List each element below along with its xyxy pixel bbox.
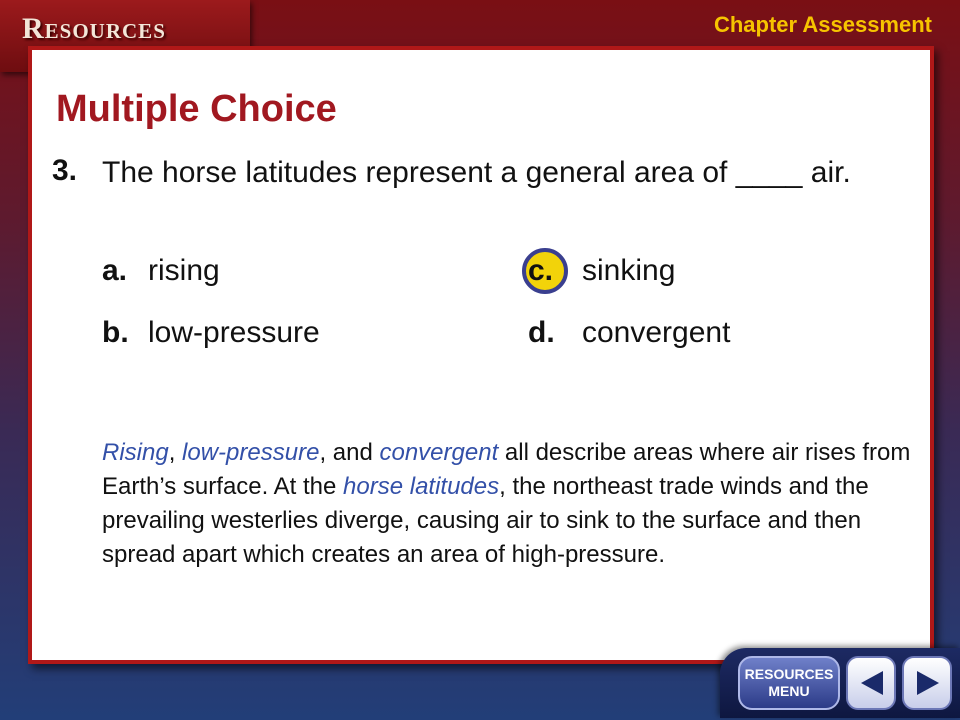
question-number: 3. (52, 154, 78, 187)
chapter-assessment-label: Chapter Assessment (713, 12, 932, 37)
left-triangle-icon (859, 669, 885, 697)
explanation-text: all describe areas where air rises from Earth’s surface. At the (102, 439, 911, 500)
option-d-letter[interactable]: d. (528, 316, 555, 349)
question-text: The horse latitudes represent a general area of ____ air. (102, 156, 851, 189)
term-low-pressure: low-pressure (182, 439, 320, 466)
explanation-text: , (168, 439, 183, 466)
option-b-letter[interactable]: b. (102, 316, 129, 349)
term-convergent: convergent (379, 439, 499, 466)
term-rising: Rising (102, 439, 169, 466)
menu-button-line2: MENU (768, 683, 810, 699)
term-horse-latitudes: horse latitudes (343, 473, 500, 500)
explanation-text: , and (319, 439, 380, 466)
resources-menu-button[interactable] (738, 656, 840, 710)
previous-button[interactable] (846, 656, 896, 710)
explanation-text: , the northeast trade winds and the prevailing westerlies diverge, causing air to sink to the surface and then spread apart which creates an area of high-pressure. (102, 473, 869, 568)
option-a-text[interactable]: rising (148, 254, 220, 287)
slide-title: Multiple Choice (56, 88, 337, 130)
right-triangle-icon (915, 669, 941, 697)
answer-explanation (102, 436, 932, 572)
option-b-text[interactable]: low-pressure (148, 316, 320, 349)
option-c-text[interactable]: sinking (582, 254, 676, 287)
resources-logo: Resources (22, 12, 166, 45)
menu-button-line1: RESOURCES (744, 666, 834, 682)
option-a-letter[interactable]: a. (102, 254, 128, 287)
option-c-letter[interactable]: c. (528, 254, 554, 287)
slide-card (28, 46, 934, 664)
next-button[interactable] (902, 656, 952, 710)
option-d-text[interactable]: convergent (582, 316, 731, 349)
navigation-bar (720, 648, 960, 718)
